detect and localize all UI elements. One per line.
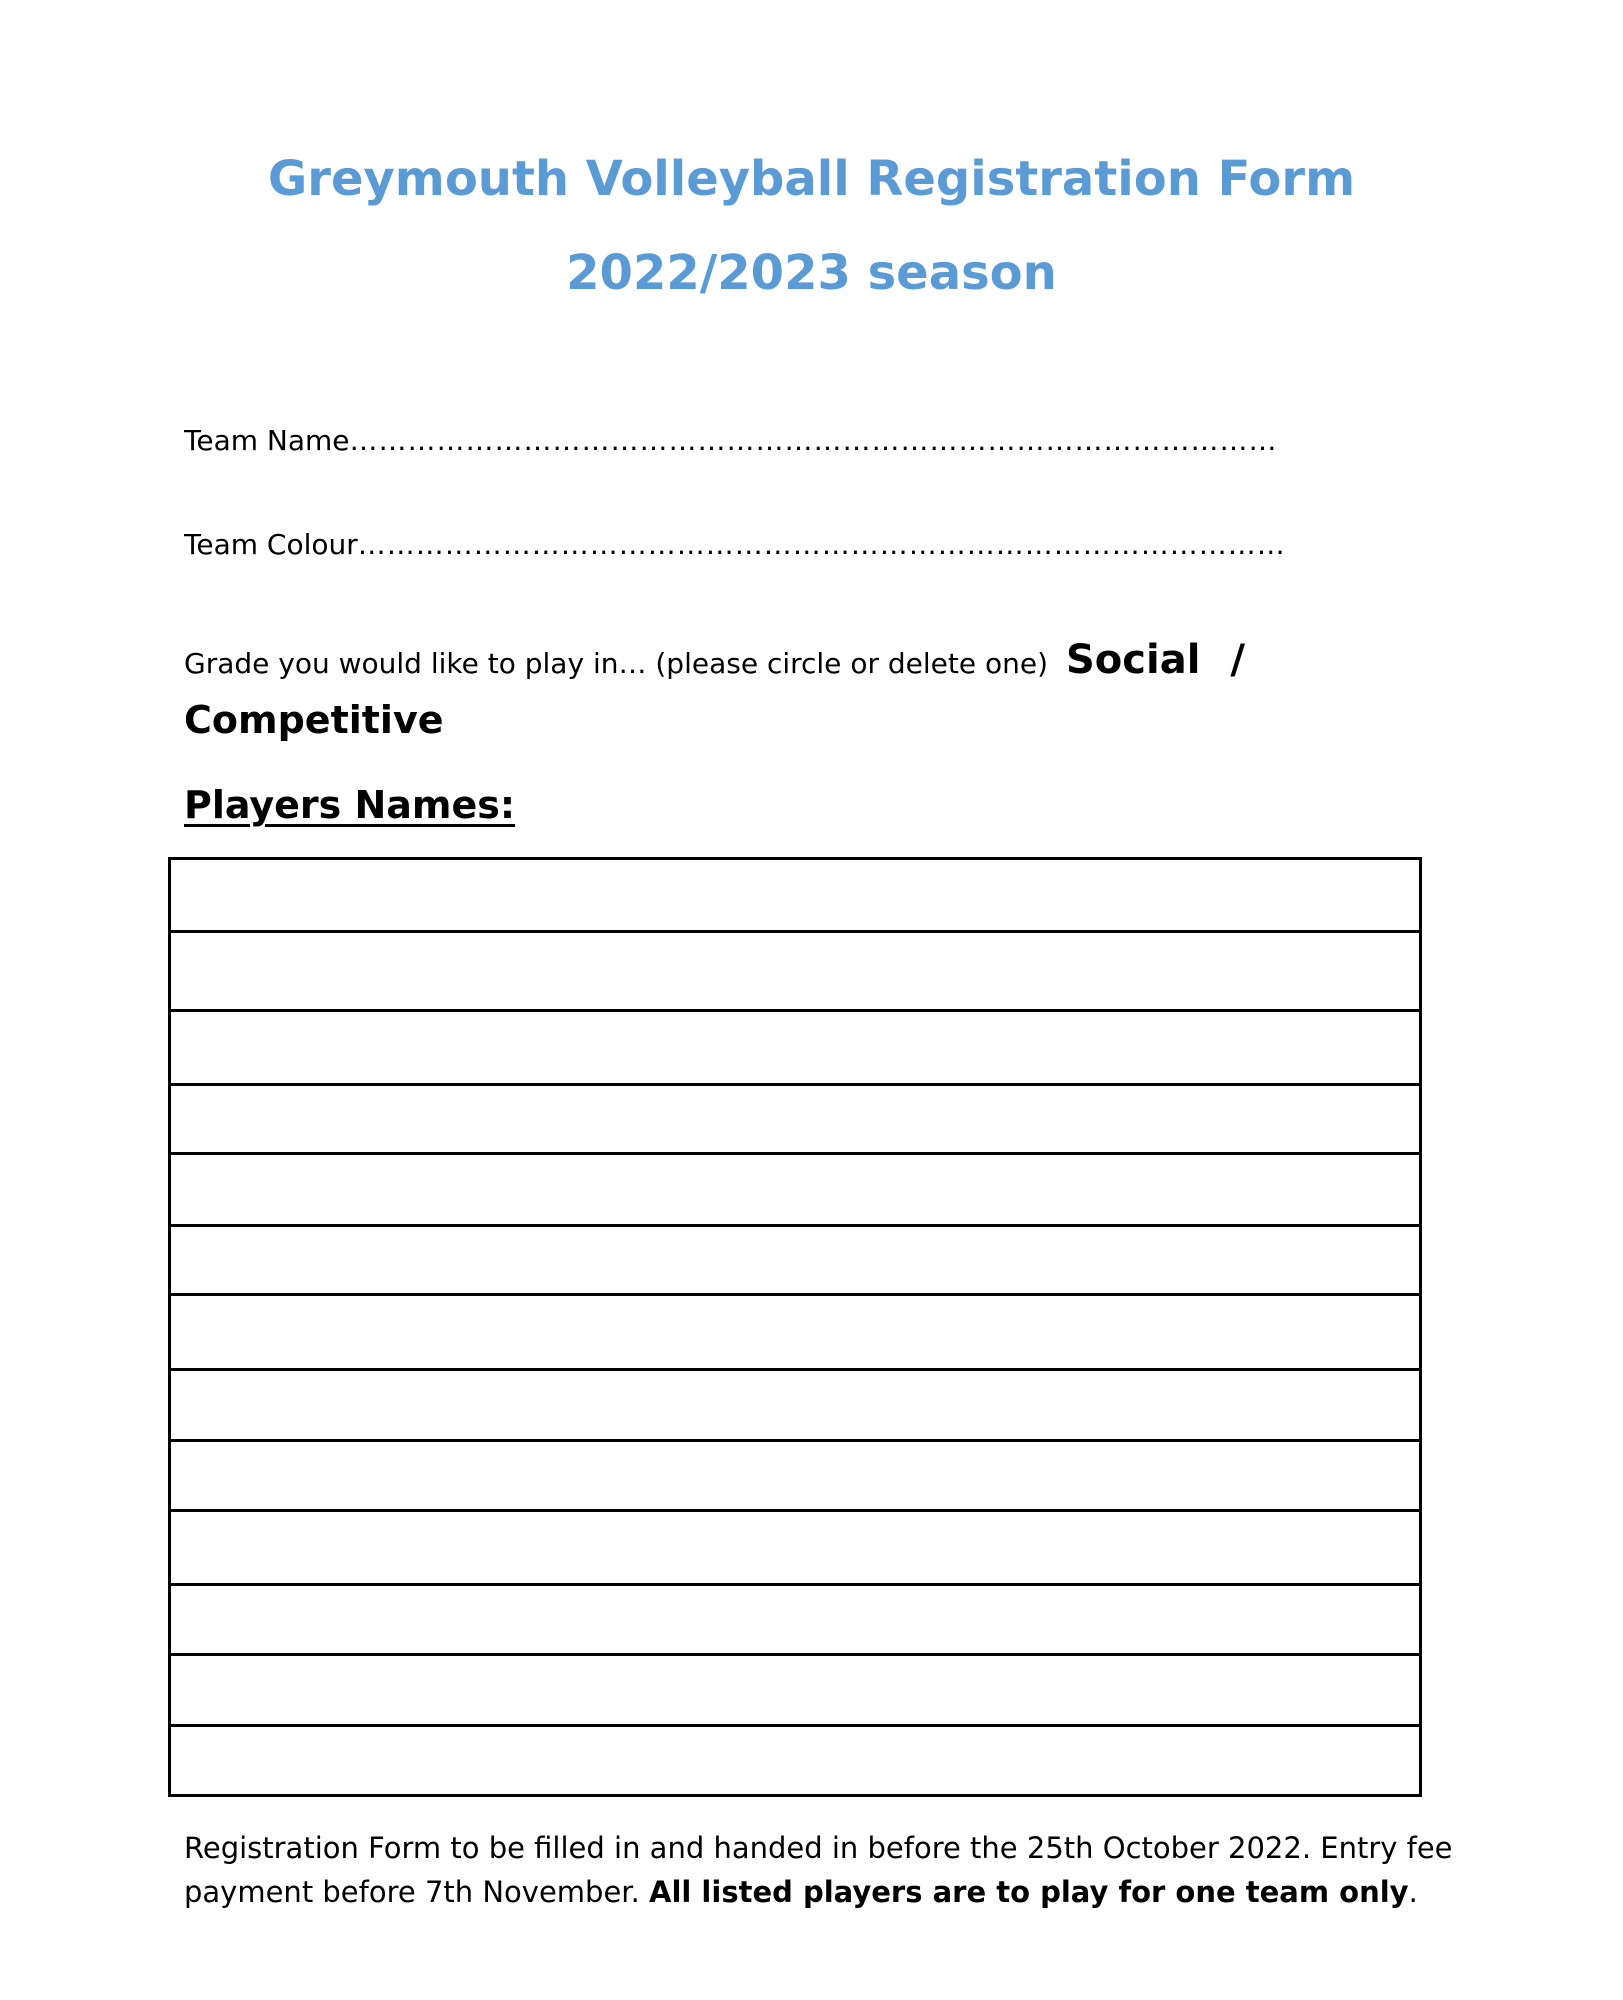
grade-separator: / <box>1230 637 1246 683</box>
player-row <box>170 1154 1421 1226</box>
player-row <box>170 1085 1421 1154</box>
player-name-cell[interactable] <box>170 1655 1421 1726</box>
footer-bold-text: All listed players are to play for one team only <box>649 1875 1409 1909</box>
player-name-cell[interactable] <box>170 1726 1421 1796</box>
player-row <box>170 932 1421 1011</box>
players-table-body <box>170 859 1421 1796</box>
player-row <box>170 1370 1421 1441</box>
player-row <box>170 1441 1421 1511</box>
player-name-cell[interactable] <box>170 1085 1421 1154</box>
player-row <box>170 1011 1421 1085</box>
player-name-cell[interactable] <box>170 1370 1421 1441</box>
player-row <box>170 859 1421 932</box>
form-title: Greymouth Volleyball Registration Form <box>267 151 1356 207</box>
form-season-subtitle: 2022/2023 season <box>566 245 1057 301</box>
team-colour-field[interactable] <box>184 528 1394 562</box>
player-name-cell[interactable] <box>170 1226 1421 1295</box>
grade-option-competitive[interactable]: Competitive <box>184 698 444 742</box>
player-name-cell[interactable] <box>170 1511 1421 1585</box>
team-name-dotted-line: …………………………………………………………………………………… <box>349 424 1278 457</box>
player-name-cell[interactable] <box>170 932 1421 1011</box>
player-name-cell[interactable] <box>170 1011 1421 1085</box>
player-row <box>170 1585 1421 1655</box>
footer-text: Registration Form to be filled in and handed in before the 25th October 2022. Entry fee payment before 7th November. <box>184 1831 1453 1909</box>
player-name-cell[interactable] <box>170 1585 1421 1655</box>
team-name-field[interactable] <box>184 424 1414 458</box>
player-row <box>170 1295 1421 1370</box>
team-colour-dotted-line: …………………………………………………………………………………… <box>357 528 1286 561</box>
team-colour-label: Team Colour <box>184 528 358 561</box>
player-row <box>170 1511 1421 1585</box>
player-name-cell[interactable] <box>170 1154 1421 1226</box>
player-name-cell[interactable] <box>170 859 1421 932</box>
footer-note <box>184 1826 1474 1914</box>
player-row <box>170 1226 1421 1295</box>
players-names-table <box>168 857 1422 1797</box>
footer-period: . <box>1408 1875 1418 1909</box>
grade-prompt: Grade you would like to play in… (please circle or delete one) <box>184 647 1048 680</box>
player-row <box>170 1655 1421 1726</box>
grade-selection-line <box>184 632 1484 692</box>
grade-option-social[interactable]: Social <box>1066 637 1201 683</box>
player-row <box>170 1726 1421 1796</box>
player-name-cell[interactable] <box>170 1295 1421 1370</box>
team-name-label: Team Name <box>184 424 350 457</box>
player-name-cell[interactable] <box>170 1441 1421 1511</box>
players-names-heading: Players Names: <box>184 783 516 827</box>
